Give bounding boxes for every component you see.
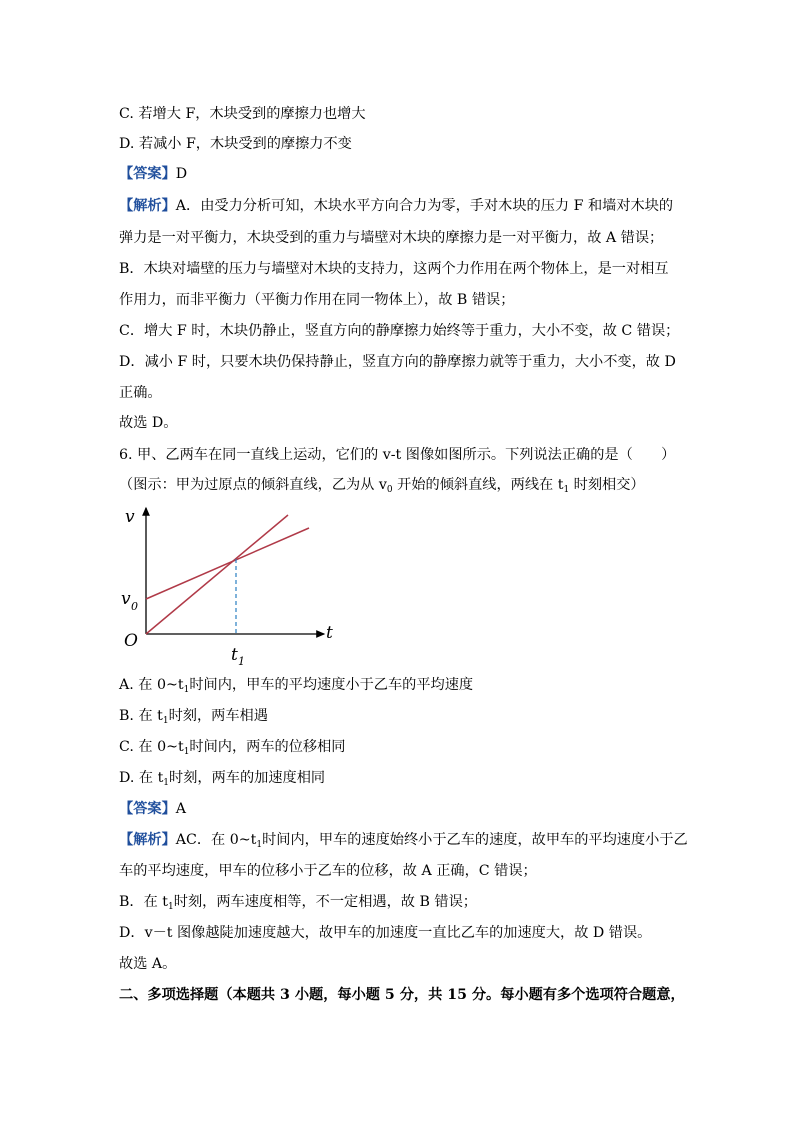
explanation-1-line-1 — [119, 196, 673, 216]
section-heading: 二、多项选择题（本题共 3 小题，每小题 5 分，共 15 分。每小题有多个选项符合题意， — [119, 987, 685, 1003]
explanation-2-line-2: 车的平均速度，甲车的位移小于乙车的位移，故 A 正确，C 错误； — [119, 863, 537, 879]
opt-part: 时刻，两车的加速度相同 — [169, 770, 326, 786]
ex-sub: 1 — [168, 902, 174, 912]
question-6-figure-note — [119, 475, 645, 495]
explanation-1-line-3: B．木块对墙壁的压力与墙壁对木块的支持力，这两个力作用在两个物体上，是一对相互 — [119, 261, 669, 277]
explanation-1-line-6: D．减小 F 时，只要木块仍保持静止，竖直方向的静摩擦力就等于重力，大小不变，故 D — [119, 354, 676, 370]
note-part: 时刻相交） — [569, 477, 645, 493]
t1-label: t — [231, 645, 238, 665]
car-jia-line — [146, 515, 288, 634]
note-sub: 1 — [563, 485, 570, 495]
explanation-2-conclusion: 故选 A。 — [119, 956, 177, 972]
opt-part: 时刻，两车相遇 — [168, 708, 268, 724]
option-d — [119, 768, 325, 788]
origin-label: O — [124, 631, 138, 651]
explanation-1-line-7: 正确。 — [119, 385, 162, 401]
note-part: （图示：甲为过原点的倾斜直线，乙为从 v — [119, 477, 387, 493]
opt-part: D. 在 t — [119, 770, 164, 786]
x-axis-label: t — [326, 623, 333, 643]
explanation-2-line-1 — [119, 830, 688, 850]
ex-part: B．在 t — [119, 894, 169, 910]
opt-part: 时间内，甲车的平均速度小于乙车的平均速度 — [189, 677, 474, 693]
option-b — [119, 706, 268, 726]
line-option-c: C. 若增大 F，木块受到的摩擦力也增大 — [119, 106, 366, 122]
question-6-stem: 6. 甲、乙两车在同一直线上运动，它们的 v-t 图像如图所示。下列说法正确的是（ ） — [119, 447, 676, 463]
answer-1 — [119, 164, 187, 184]
explanation-2-line-4: D．v－t 图像越陡加速度越大，故甲车的加速度一直比乙车的加速度大，故 D 错误。 — [119, 925, 652, 941]
explanation-2-line-3 — [119, 892, 477, 912]
answer-tag: 【答案】 — [119, 801, 176, 817]
opt-part: A. 在 0~t — [119, 677, 184, 693]
explanation-tag: 【解析】 — [119, 198, 176, 214]
line-option-d: D. 若减小 F，木块受到的摩擦力不变 — [119, 136, 352, 152]
answer-2 — [119, 799, 186, 819]
option-a — [119, 675, 473, 695]
car-yi-line — [146, 528, 309, 599]
v0-label: v — [121, 589, 131, 609]
v0-subscript: 0 — [131, 600, 138, 613]
ex-part: 时刻，两车速度相等，不一定相遇，故 B 错误； — [173, 894, 477, 910]
note-part: 开始的倾斜直线，两线在 t — [392, 477, 564, 493]
answer-text: D — [175, 166, 188, 182]
explanation-text: A．由受力分析可知，木块水平方向合力为零，手对木块的压力 F 和墙对木块的 — [175, 198, 674, 214]
explanation-1-line-2: 弹力是一对平衡力，木块受到的重力与墙壁对木块的摩擦力是一对平衡力，故 A 错误； — [119, 230, 664, 246]
ex-part: AC．在 0~t — [175, 832, 257, 848]
ex-sub: 1 — [256, 840, 263, 850]
note-sub: 0 — [386, 485, 393, 495]
opt-sub: 1 — [163, 778, 170, 788]
opt-part: 时间内，两车的位移相同 — [189, 739, 346, 755]
opt-sub: 1 — [162, 716, 169, 726]
opt-sub: 1 — [183, 747, 190, 757]
explanation-tag: 【解析】 — [119, 832, 176, 848]
option-c — [119, 737, 346, 757]
opt-part: B. 在 t — [119, 708, 163, 724]
explanation-1-line-5: C．增大 F 时，木块仍静止，竖直方向的静摩擦力始终等于重力，大小不变，故 C 错误； — [119, 323, 680, 339]
explanation-1-conclusion: 故选 D。 — [119, 415, 178, 431]
explanation-1-line-4: 作用力，而非平衡力（平衡力作用在同一物体上），故 B 错误； — [119, 292, 515, 308]
y-axis-label: v — [125, 507, 135, 527]
opt-sub: 1 — [183, 685, 190, 695]
t1-subscript: 1 — [238, 655, 245, 668]
ex-part: 时间内，甲车的速度始终小于乙车的速度，故甲车的平均速度小于乙 — [262, 832, 688, 848]
opt-part: C. 在 0~t — [119, 739, 184, 755]
vt-graph — [112, 500, 342, 670]
answer-text: A — [175, 801, 187, 817]
answer-tag: 【答案】 — [119, 166, 176, 182]
